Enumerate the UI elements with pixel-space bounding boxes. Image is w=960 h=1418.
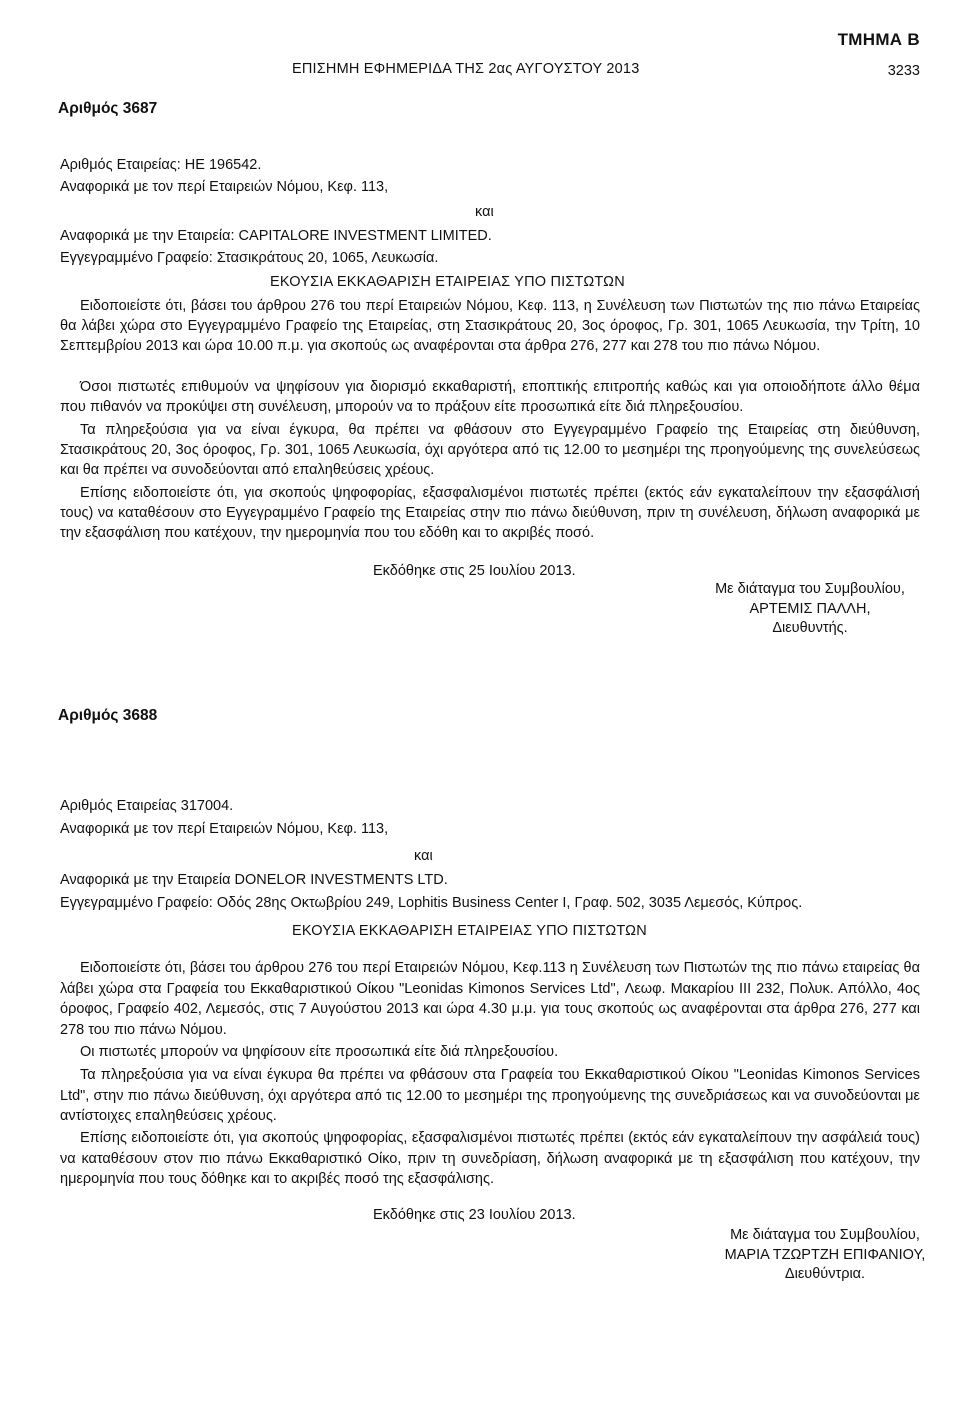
signatory-title: Διευθύντρια. — [784, 1266, 866, 1282]
signatory-title: Διευθυντής. — [772, 620, 848, 636]
signatory-name: ΑΡΤΕΜΙΣ ΠΑΛΛΗ, — [749, 600, 871, 617]
notice-paragraph: Ειδοποιείστε ότι, βάσει του άρθρου 276 του περί Εταιρειών Νόμου, Κεφ. 113, η Συνέλευση των Πιστωτών της πιο πάνω Εταιρείας θα λάβει χώρα στο Εγγεγραμμένο Γραφείο της Εταιρείας, στη Στασικράτους 20, 3ος όροφος, Γρ. 301, 1065 Λευκωσία, την Τρίτη, 10 Σεπτεμβρίου 2013 και ώρα 10.00 π.μ. για σκοπούς ως αναφέρονται στα άρθρα 276, 277 και 278 του πιο πάνω Νόμου. — [60, 298, 920, 354]
signature-block — [695, 580, 925, 639]
company-number: Αριθμός Εταιρείας: ΗΕ 196542. — [60, 157, 262, 173]
gazette-title: ΕΠΙΣΗΜΗ ΕΦΗΜΕΡΙΔΑ ΤΗΣ 2ας ΑΥΓΟΥΣΤΟΥ 2013 — [292, 61, 640, 77]
signature-authority: Με διάταγμα του Συμβουλίου, — [730, 1227, 920, 1243]
notice-number-3688: Αριθμός 3688 — [58, 707, 158, 724]
company-reference: Αναφορικά με την Εταιρεία: CAPITALORE INVESTMENT LIMITED. — [60, 228, 492, 244]
signature-authority: Με διάταγμα του Συμβουλίου, — [715, 581, 905, 597]
company-reference: Αναφορικά με την Εταιρεία DONELOR INVESTMENTS LTD. — [60, 872, 448, 888]
section-label: ΤΜΗΜΑ Β — [837, 30, 920, 49]
notice-paragraph: Οι πιστωτές μπορούν να ψηφίσουν είτε προσωπικά είτε διά πληρεξουσίου. — [80, 1044, 559, 1060]
issued-date: Εκδόθηκε στις 25 Ιουλίου 2013. — [373, 563, 576, 579]
company-number: Αριθμός Εταιρείας 317004. — [60, 798, 234, 814]
issued-date: Εκδόθηκε στις 23 Ιουλίου 2013. — [373, 1207, 576, 1223]
notice-paragraph: Όσοι πιστωτές επιθυμούν να ψηφίσουν για διορισμό εκκαθαριστή, εποπτικής επιτροπής καθώς και για οποιοδήποτε άλλο θέμα που πιθανόν να προκύψει στη συνέλευση, μπορούν να το πράξουν είτε προσωπικά είτε διά πληρεξουσίου. — [60, 379, 920, 415]
page-number: 3233 — [887, 63, 920, 79]
notice-paragraph: Ειδοποιείστε ότι, βάσει του άρθρου 276 του περί Εταιρειών Νόμου, Κεφ.113 η Συνέλευση των Πιστωτών της πιο πάνω εταιρείας θα λάβει χώρα στα Γραφεία του Εκκαθαριστικού Οίκου "Leonidas Kimonos Services Ltd", Λεωφ. Μακαρίου III 232, Πολυκ. Απόλλο, 4ος όροφος, Γραφείο 402, Λεμεσός, στις 7 Αυγούστου 2013 και ώρα 4.30 μ.μ. για τους σκοπούς ως αναφέρονται στα άρθρα 276, 277 και 278 του πιο πάνω Νόμου. — [60, 960, 920, 1038]
signatory-name: ΜΑΡΙΑ ΤΖΩΡΤΖΗ ΕΠΙΦΑΝΙΟΥ, — [724, 1246, 926, 1263]
law-reference: Αναφορικά με τον περί Εταιρειών Νόμου, Κεφ. 113, — [60, 179, 389, 195]
signature-block — [700, 1226, 950, 1285]
notice-paragraph: Επίσης ειδοποιείστε ότι, για σκοπούς ψηφοφορίας, εξασφαλισμένοι πιστωτές πρέπει (εκτός εάν εγκαταλείπουν την εξασφάλισή τους) να καταθέσουν στο Εγγεγραμμένο Γραφείο της Εταιρείας στην πιο πάνω διεύθυνση, πριν τη συνέλευση, δήλωση αναφορικά με την εξασφάλιση που κατέχουν, την ημερομηνία που του εδόθη και το ακριβές ποσό. — [60, 485, 920, 541]
notice-paragraph: Τα πληρεξούσια για να είναι έγκυρα, θα πρέπει να φθάσουν στο Εγγεγραμμένο Γραφείο της Εταιρείας στη διεύθυνση, Στασικράτους 20, 3ος όροφος, Γρ. 301, 1065 Λευκωσία, όχι αργότερα από τις 12.00 το μεσημέρι της προηγούμενης της συνελεύσεως και θα πρέπει να συνοδεύονται από επαληθεύσεις χρέους. — [60, 422, 920, 478]
conjunction-kai: και — [475, 204, 494, 220]
registered-office: Εγγεγραμμένο Γραφείο: Οδός 28ης Οκτωβρίου 249, Lophitis Business Center I, Γραφ. 502, 3035 Λεμεσός, Κύπρος. — [60, 895, 803, 911]
registered-office: Εγγεγραμμένο Γραφείο: Στασικράτους 20, 1065, Λευκωσία. — [60, 250, 439, 266]
conjunction-kai: και — [414, 848, 433, 864]
notice-heading: ΕΚΟΥΣΙΑ ΕΚΚΑΘΑΡΙΣΗ ΕΤΑΙΡΕΙΑΣ ΥΠΟ ΠΙΣΤΩΤΩΝ — [270, 274, 625, 290]
notice-heading: ΕΚΟΥΣΙΑ ΕΚΚΑΘΑΡΙΣΗ ΕΤΑΙΡΕΙΑΣ ΥΠΟ ΠΙΣΤΩΤΩΝ — [292, 923, 647, 939]
law-reference: Αναφορικά με τον περί Εταιρειών Νόμου, Κεφ. 113, — [60, 821, 389, 837]
notice-paragraph: Τα πληρεξούσια για να είναι έγκυρα θα πρέπει να φθάσουν στα Γραφεία του Εκκαθαριστικού Οίκου "Leonidas Kimonos Services Ltd", στην πιο πάνω διεύθυνση, όχι αργότερα από τις 12.00 το μεσημέρι της προηγούμενης της συνεδριάσεως και να συνοδεύονται με αντίστοιχες επαληθεύσεις χρέους. — [60, 1067, 920, 1124]
notice-number-3687: Αριθμός 3687 — [58, 100, 158, 117]
notice-paragraph: Επίσης ειδοποιείστε ότι, για σκοπούς ψηφοφορίας, εξασφαλισμένοι πιστωτές πρέπει (εκτός εάν εγκαταλείπουν την ασφάλειά τους) να καταθέσουν στον πιο πάνω Εκκαθαριστικό Οίκο, πριν τη συνεδρίαση, δήλωση αναφορικά με τη εξασφάλιση που κατέχουν, την ημερομηνία που τους δόθηκε και το ακριβές ποσό της εξασφάλισης. — [60, 1130, 920, 1187]
